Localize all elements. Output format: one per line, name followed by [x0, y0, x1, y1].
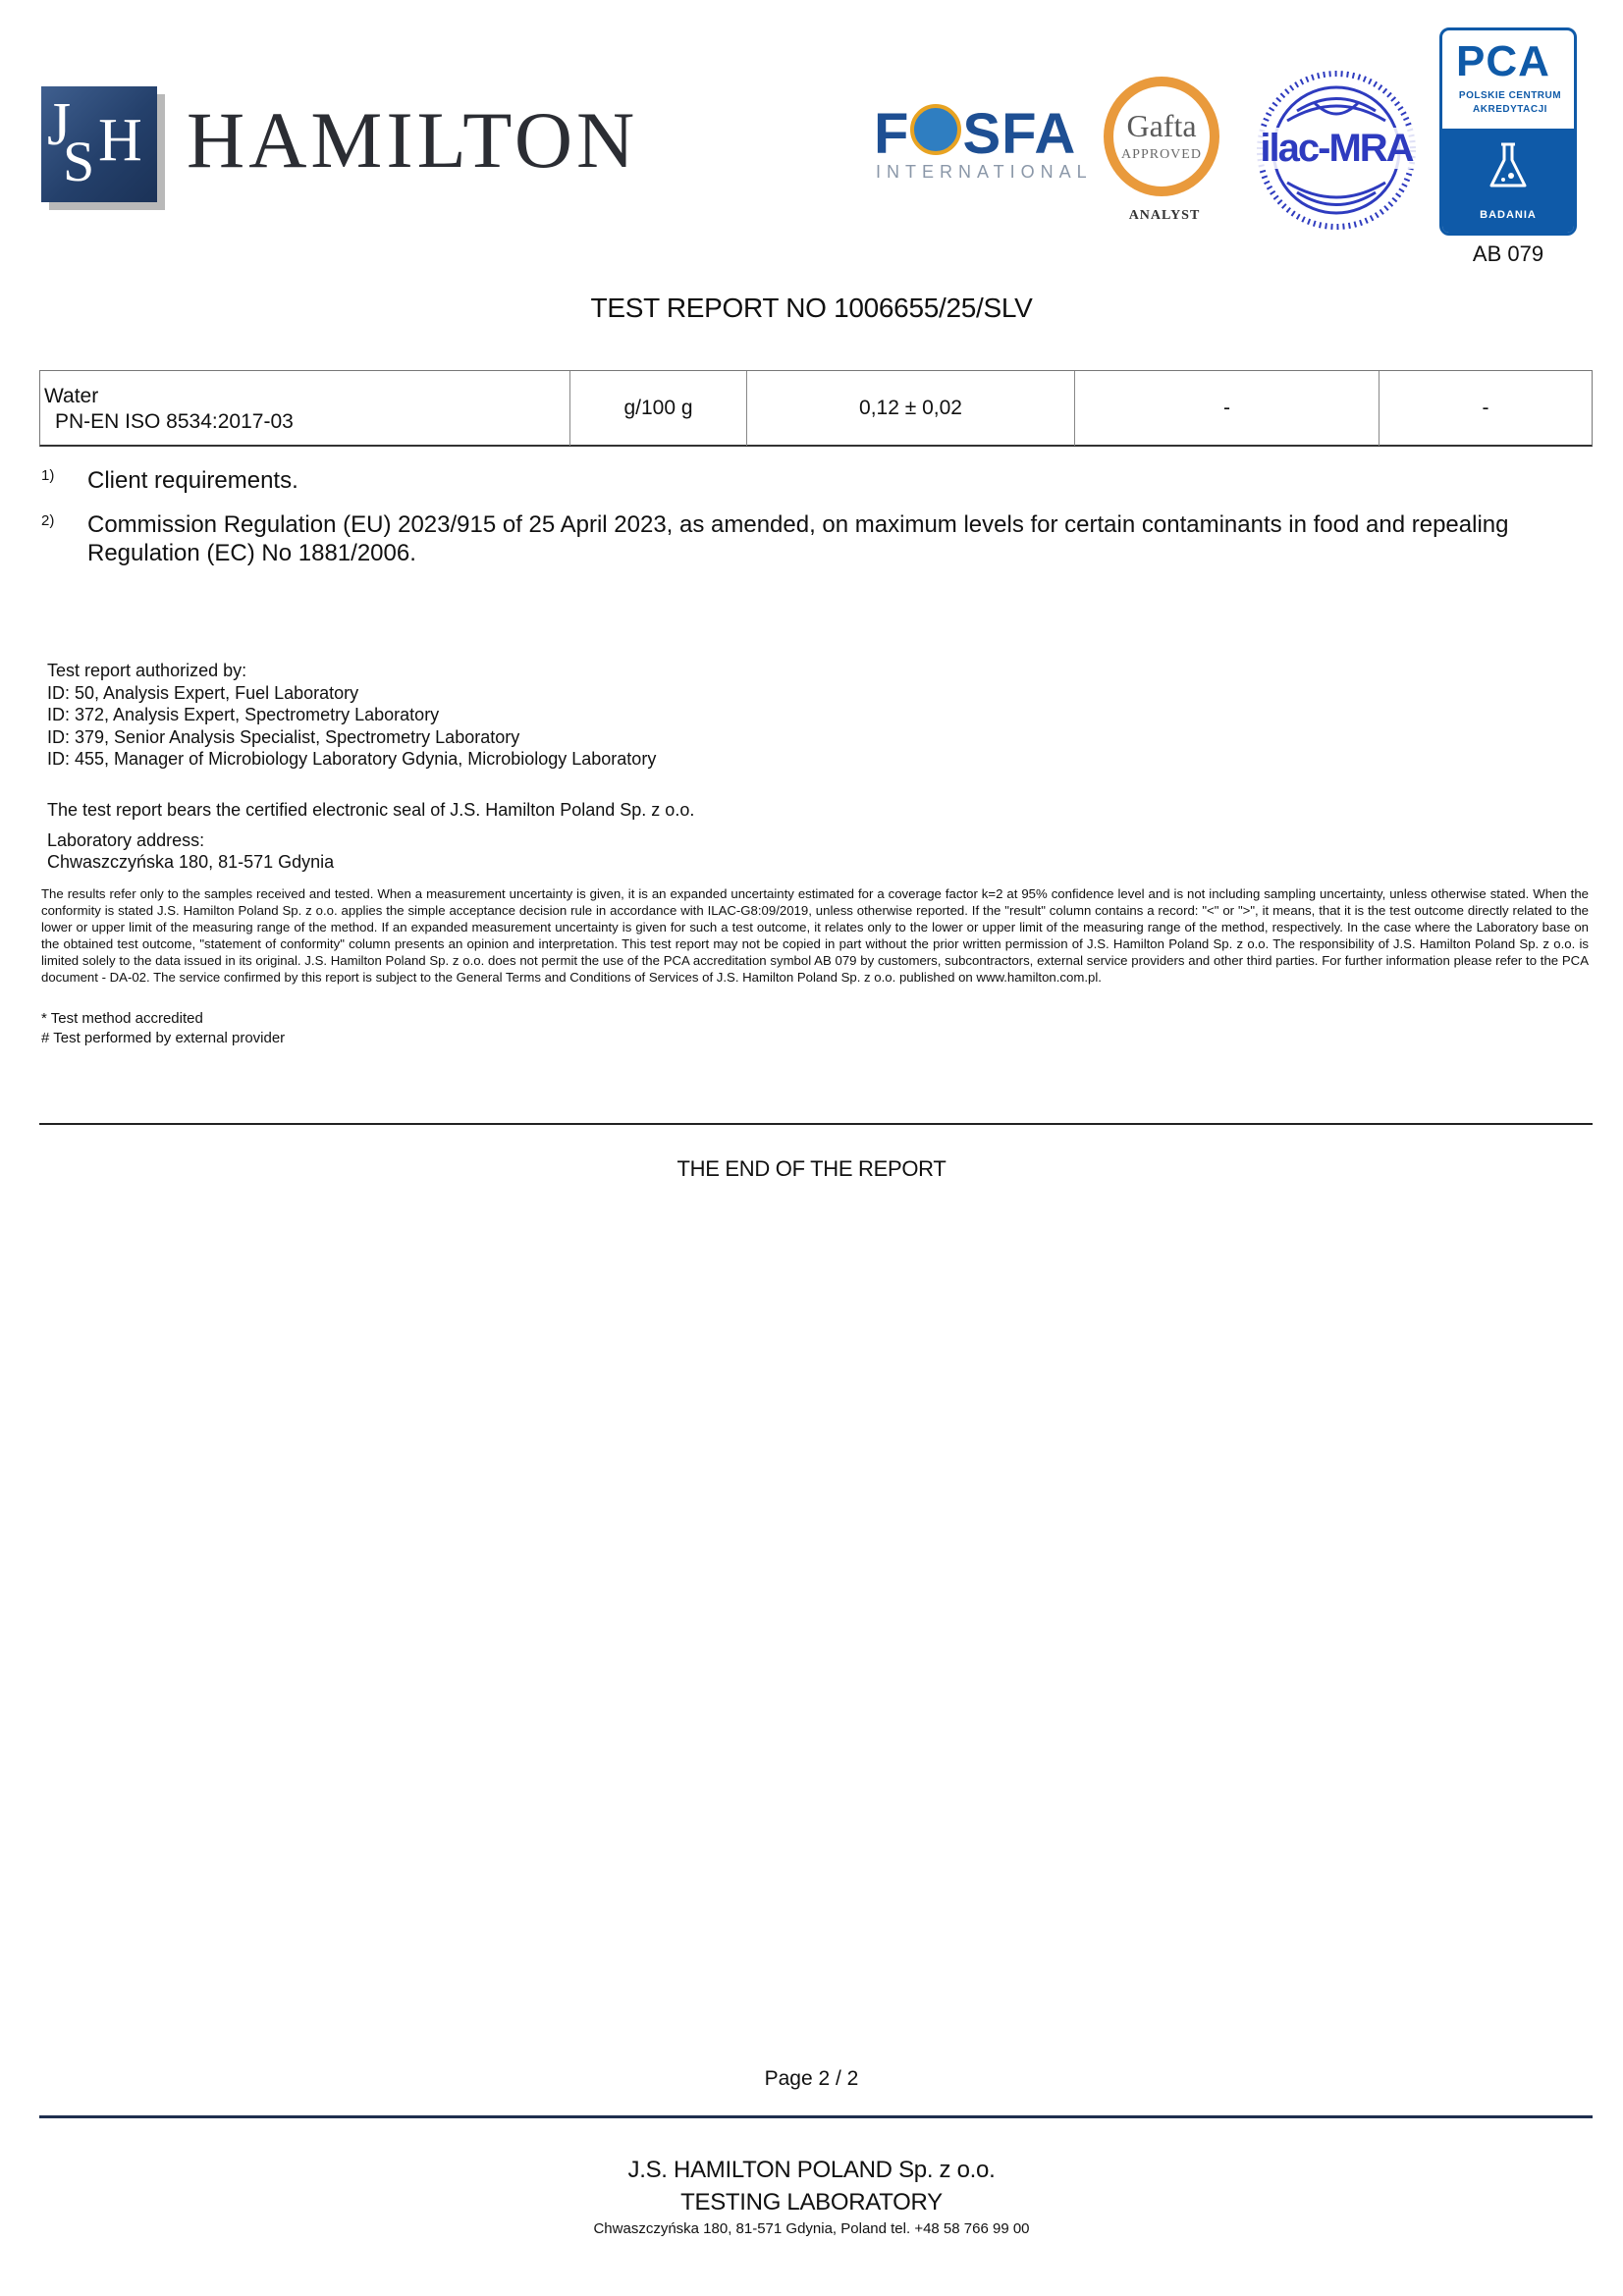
monogram-s: S — [63, 130, 95, 193]
footer-company: J.S. HAMILTON POLAND Sp. z o.o. — [627, 2157, 996, 2183]
footer-divider — [39, 2115, 1593, 2118]
footnote-2-mark: 2) — [41, 512, 55, 529]
lab-address-value: Chwaszczyńska 180, 81-571 Gdynia — [47, 852, 335, 872]
pca-name: PCA — [1456, 37, 1550, 85]
authorizer-id: ID: 455, Manager of Microbiology Laboratory Gdynia, Microbiology Laboratory — [47, 749, 657, 769]
gafta-name: Gafta — [1126, 108, 1197, 143]
authorizer-id: ID: 372, Analysis Expert, Spectrometry Laboratory — [47, 705, 440, 724]
report-title: TEST REPORT NO 1006655/25/SLV — [590, 293, 1033, 323]
lab-address-label: Laboratory address: — [47, 830, 205, 850]
fosfa-wordmark — [874, 102, 1077, 166]
hamilton-logo — [41, 86, 654, 210]
unit-cell: g/100 g — [570, 371, 747, 446]
footnote-2-text: Commission Regulation (EU) 2023/915 of 25 April 2023, as amended, on maximum levels for certain contaminants in food and repealing Regulation (EC) No 1881/2006. — [87, 511, 1509, 566]
footer-address: Chwaszczyńska 180, 81-571 Gdynia, Poland tel. +48 58 766 99 00 — [593, 2220, 1030, 2237]
globe-icon — [910, 104, 961, 155]
page-value: 2 / 2 — [818, 2067, 859, 2090]
pca-blue-panel — [1442, 129, 1574, 233]
footnote-1-text: Client requirements. — [87, 467, 298, 494]
divider — [39, 1123, 1593, 1125]
page-label: Page — [764, 2067, 813, 2090]
fosfa-subtitle: INTERNATIONAL — [876, 162, 1093, 182]
test-method: PN-EN ISO 8534:2017-03 — [55, 410, 294, 433]
gafta-logo — [1100, 77, 1229, 232]
pca-badania: BADANIA — [1480, 209, 1537, 221]
authorization-block — [47, 660, 656, 771]
ilac-text: ilac-MRA — [1257, 128, 1416, 169]
disclaimer: The results refer only to the samples received and tested. When a measurement uncertainty is given, it is an expanded uncertainty estimated for a coverage factor k=2 at 95% confidence level and is not including sampling uncertainty, unless otherwise stated. When the conformity is stated J.S. Hamilton Poland Sp. z o.o. applies the simple acceptance decision rule in accordance with ILAC-G8:09/2019, unless otherwise reported. If the "result" column contains a record: "<" or ">", it means, that it is the test outcome directly related to the lower or upper limit of the measuring range of the method. If an expanded measurement uncertainty is given for such a test outcome, it relates only to the lower or upper limit of the measuring range of the method, respectively. In the case where the Laboratory base on the obtained test outcome, "statement of conformity" column presents an opinion and interpretation. This test report may not be copied in part without the prior written permission of J.S. Hamilton Poland Sp. z o.o. The responsibility of J.S. Hamilton Poland Sp. z o.o. is limited solely to the data issued in its original. J.S. Hamilton Poland Sp. z o.o. does not permit the use of the PCA accreditation symbol AB 079 by customers, subcontractors, external service providers and other third parties. For further information please refer to the PCA document - DA-02. The service confirmed by this report is subject to the General Terms and Conditions of Services of J.S. Hamilton Poland Sp. z o.o. published on www.hamilton.com.pl. — [41, 886, 1589, 985]
monogram-j: J — [47, 91, 72, 158]
gafta-approved: APPROVED — [1121, 147, 1202, 162]
accredited-note: * Test method accredited — [41, 1010, 203, 1027]
seal-statement: The test report bears the certified electronic seal of J.S. Hamilton Poland Sp. z o.o. — [47, 800, 695, 820]
fosfa-name-post: SFA — [962, 102, 1077, 166]
limit-cell: - — [1075, 371, 1380, 446]
parameter-name: Water — [44, 385, 99, 407]
gafta-analyst: ANALYST — [1128, 208, 1201, 223]
page-number — [0, 2067, 1623, 2091]
pca-subtitle — [1448, 89, 1572, 116]
ilac-mra-logo — [1255, 67, 1418, 234]
conformity-cell: - — [1482, 397, 1489, 419]
external-provider-note: # Test performed by external provider — [41, 1030, 286, 1046]
parameter-cell — [40, 371, 570, 446]
fosfa-logo — [874, 102, 1093, 187]
end-of-report: THE END OF THE REPORT — [676, 1156, 947, 1181]
lab-address — [47, 829, 334, 873]
monogram-h: H — [98, 107, 142, 174]
pca-subtitle-line2: AKREDYTACJI — [1473, 103, 1547, 115]
pca-subtitle-line1: POLSKIE CENTRUM — [1458, 90, 1562, 101]
pca-badge — [1439, 27, 1577, 236]
accreditation-code: AB 079 — [1472, 241, 1544, 266]
fosfa-name-pre: F — [874, 102, 910, 166]
authorization-heading: Test report authorized by: — [47, 661, 247, 680]
footnote-1-mark: 1) — [41, 467, 55, 484]
hamilton-monogram — [41, 86, 157, 202]
authorizer-id: ID: 379, Senior Analysis Specialist, Spectrometry Laboratory — [47, 726, 520, 747]
gafta-badge — [1104, 77, 1219, 196]
pca-logo — [1439, 27, 1577, 236]
result-cell: 0,12 ± 0,02 — [747, 371, 1075, 446]
results-table — [39, 370, 1593, 447]
flask-icon — [1488, 140, 1529, 191]
footer-lab-name: TESTING LABORATORY — [680, 2189, 943, 2216]
hamilton-wordmark: HAMILTON — [187, 95, 639, 185]
authorizer-id: ID: 50, Analysis Expert, Fuel Laboratory — [47, 682, 359, 703]
